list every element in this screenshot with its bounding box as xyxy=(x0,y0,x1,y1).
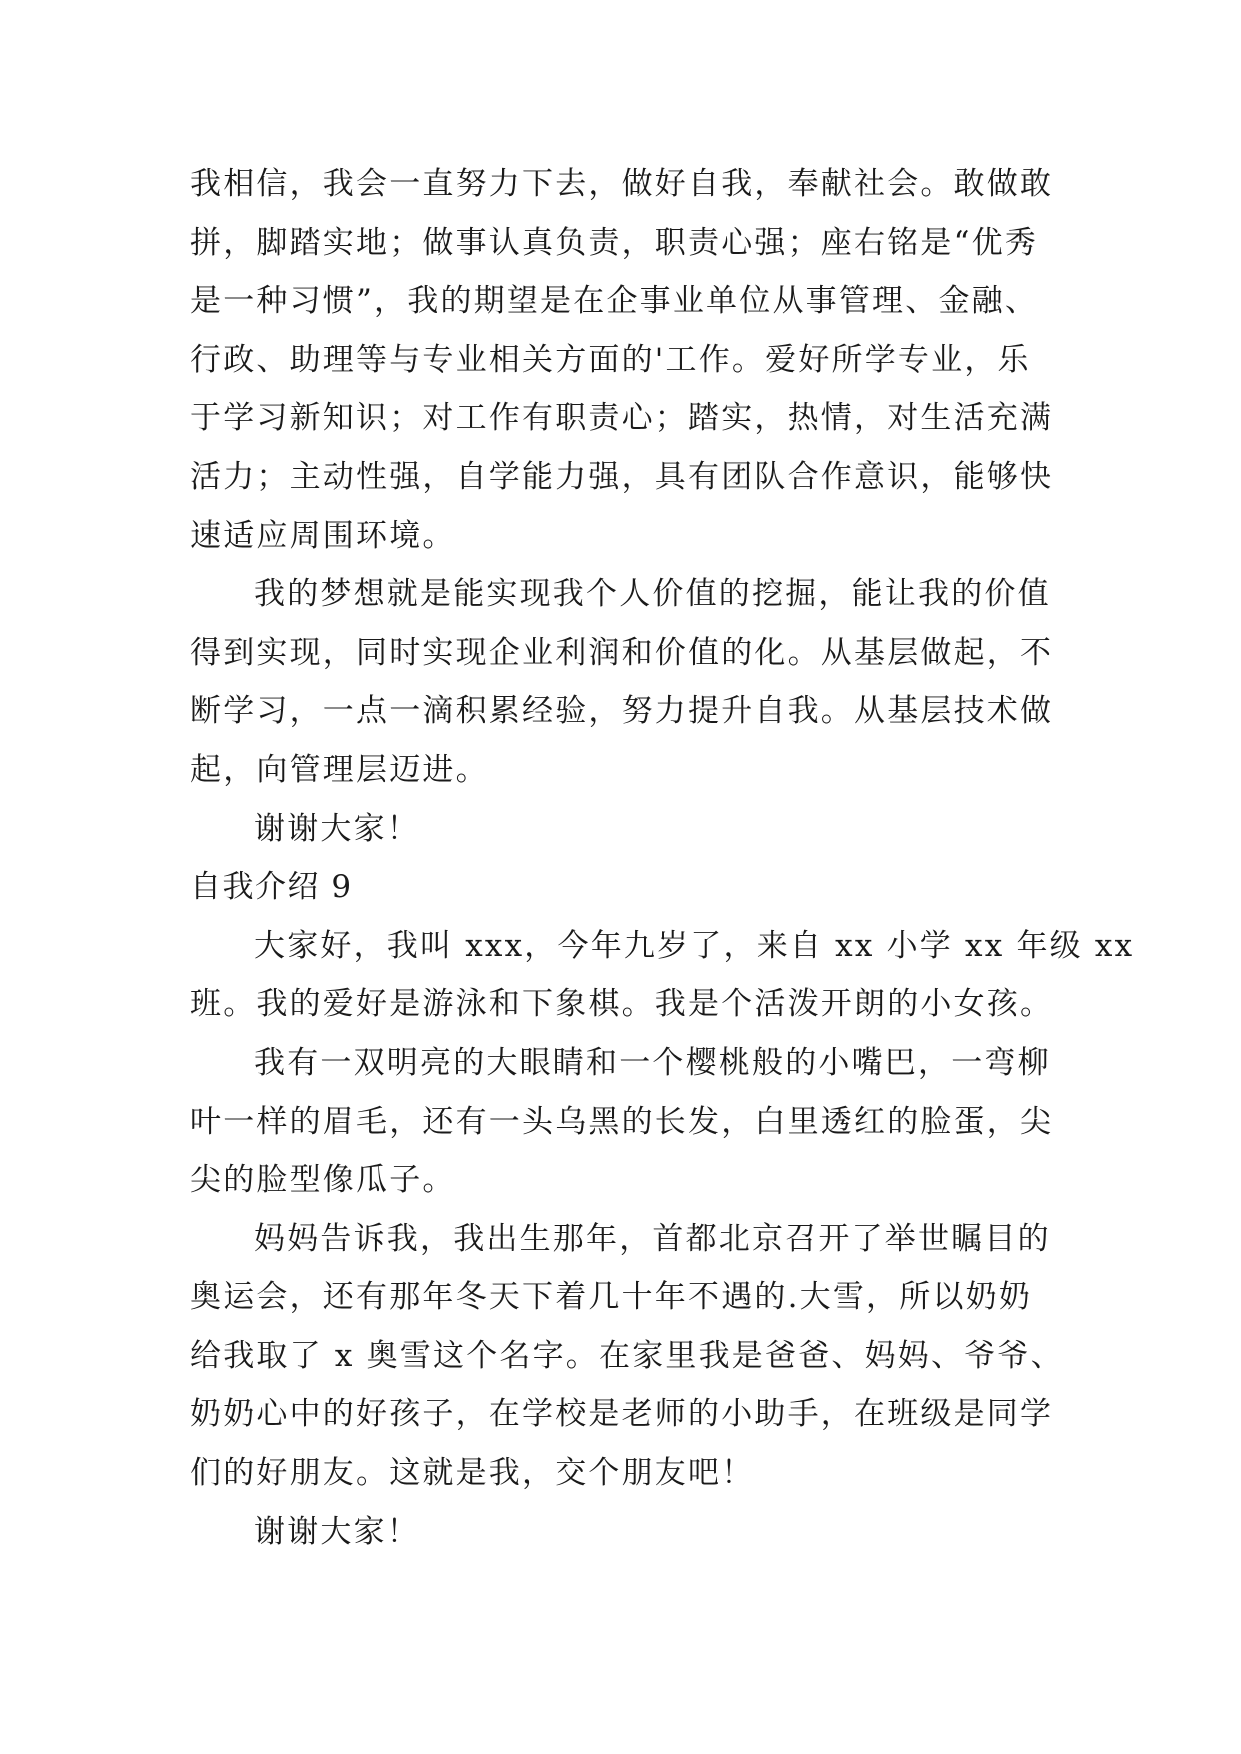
text-line: 奥运会，还有那年冬天下着几十年不遇的.大雪，所以奶奶 xyxy=(190,1279,1033,1316)
document-body xyxy=(190,155,1135,1561)
section-heading: 自我介绍 9 xyxy=(190,869,353,906)
text-line: 是一种习惯”，我的期望是在企事业单位从事管理、金融、 xyxy=(190,283,1039,320)
text-line: 拼，脚踏实地；做事认真负责，职责心强；座右铭是“优秀 xyxy=(190,224,1039,261)
paragraph-first-line: 大家好，我叫 xxx，今年九岁了，来自 xx 小学 xx 年级 xx xyxy=(254,927,1135,964)
text-line: 们的好朋友。这就是我，交个朋友吧！ xyxy=(190,1455,755,1492)
text-line: 我相信，我会一直努力下去，做好自我，奉献社会。敢做敢 xyxy=(190,166,1054,202)
text-line: 于学习新知识；对工作有职责心；踏实，热情，对生活充满 xyxy=(190,400,1054,437)
text-line: 得到实现，同时实现企业利润和价值的化。从基层做起，不 xyxy=(190,634,1054,671)
text-line: 奶奶心中的好孩子，在学校是老师的小助手，在班级是同学 xyxy=(190,1396,1054,1433)
text-line: 起，向管理层迈进。 xyxy=(190,751,489,788)
text-line: 速适应周围环境。 xyxy=(190,517,456,554)
paragraph-first-line: 我的梦想就是能实现我个人价值的挖掘，能让我的价值 xyxy=(254,576,1051,613)
paragraph-first-line: 妈妈告诉我，我出生那年，首都北京召开了举世瞩目的 xyxy=(254,1220,1051,1257)
text-line: 行政、助理等与专业相关方面的'工作。爱好所学专业，乐 xyxy=(190,341,1031,378)
closing-thanks: 谢谢大家！ xyxy=(254,810,420,847)
text-line: 叶一样的眉毛，还有一头乌黑的长发，白里透红的脸蛋，尖 xyxy=(190,1103,1054,1140)
text-line: 尖的脸型像瓜子。 xyxy=(190,1162,456,1199)
paragraph-first-line: 我有一双明亮的大眼睛和一个樱桃般的小嘴巴，一弯柳 xyxy=(254,1044,1051,1081)
text-line: 断学习，一点一滴积累经验，努力提升自我。从基层技术做 xyxy=(190,693,1054,730)
text-line: 班。我的爱好是游泳和下象棋。我是个活泼开朗的小女孩。 xyxy=(190,986,1054,1023)
text-line: 给我取了 x 奥雪这个名字。在家里我是爸爸、妈妈、爷爷、 xyxy=(190,1337,1064,1374)
closing-thanks: 谢谢大家！ xyxy=(254,1513,420,1550)
text-line: 活力；主动性强，自学能力强，具有团队合作意识，能够快 xyxy=(190,458,1054,495)
